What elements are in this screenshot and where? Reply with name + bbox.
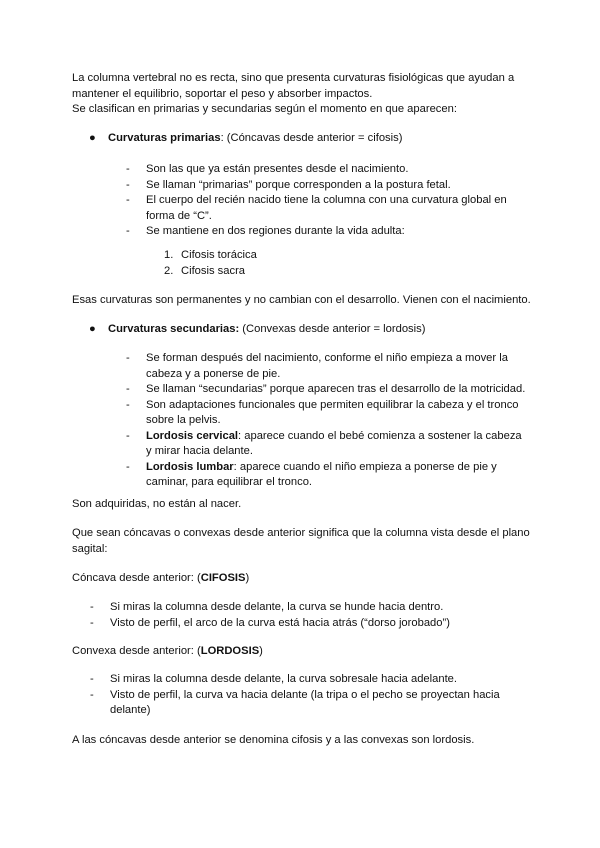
dash-icon: - <box>90 601 94 613</box>
primarias-list <box>126 162 526 240</box>
dash-icon: - <box>126 460 130 473</box>
list-item: - Visto de perfil, la curva va hacia delante (la tripa o el pecho se proyectan hacia delante) <box>90 688 500 716</box>
secundarias-title: Curvaturas secundarias: <box>108 323 240 335</box>
dash-icon: - <box>126 194 130 206</box>
intro-paragraph <box>72 71 532 118</box>
list-item: - Visto de perfil, el arco de la curva está hacia atrás (“dorso jorobado”) <box>90 616 520 632</box>
bullet-icon: ● <box>89 323 96 335</box>
list-item: - Lordosis cervical: aparece cuando el bebé comienza a sostener la cabeza y mirar hacia delante. <box>126 429 522 457</box>
concava-heading: Cóncava desde anterior: (CIFOSIS) <box>72 572 250 584</box>
list-item: - Son las que ya están presentes desde el nacimiento. <box>126 162 526 178</box>
convexa-heading: Convexa desde anterior: (LORDOSIS) <box>72 645 263 657</box>
dash-icon: - <box>90 673 94 685</box>
dash-icon: - <box>126 225 130 237</box>
dash-icon: - <box>126 383 130 395</box>
dash-icon: - <box>90 616 94 629</box>
permanentes-paragraph: Esas curvaturas son permanentes y no cambian con el desarrollo. Vienen con el nacimiento. <box>72 294 531 306</box>
primarias-title: Curvaturas primarias <box>108 132 221 144</box>
conclusion-paragraph: A las cóncavas desde anterior se denomina cifosis y a las convexas son lordosis. <box>72 734 475 746</box>
concava-list <box>90 600 520 631</box>
adquiridas-paragraph: Son adquiridas, no están al nacer. <box>72 498 242 510</box>
list-item: - Se llaman “primarias” porque corresponden a la postura fetal. <box>126 178 526 194</box>
sagital-paragraph: Que sean cóncavas o convexas desde anterior significa que la columna vista desde el plano sagital: <box>72 527 530 555</box>
intro-line-2: mantener el equilibrio, soportar el peso y absorber impactos. <box>72 87 373 100</box>
dash-icon: - <box>90 688 94 701</box>
dash-icon: - <box>126 178 130 191</box>
dash-icon: - <box>126 398 130 411</box>
dash-icon: - <box>126 352 130 364</box>
list-item: 2. Cifosis sacra <box>164 264 246 277</box>
secundarias-subtitle: (Convexas desde anterior = lordosis) <box>239 323 426 335</box>
list-item: - Son adaptaciones funcionales que permiten equilibrar la cabeza y el tronco sobre la pelvis. <box>126 398 519 426</box>
lordosis-term: LORDOSIS <box>200 645 260 657</box>
list-item: - Se llaman “secundarias” porque aparecen tras el desarrollo de la motricidad. <box>126 382 530 398</box>
bullet-icon: ● <box>89 132 96 144</box>
primarias-subtitle: : (Cóncavas desde anterior = cifosis) <box>220 132 403 144</box>
dash-icon: - <box>126 429 130 442</box>
list-item: - El cuerpo del recién nacido tiene la columna con una curvatura global en forma de “C”. <box>126 194 507 222</box>
list-item: - Si miras la columna desde delante, la curva se hunde hacia dentro. <box>90 600 520 616</box>
intro-line-3: Se clasifican en primarias y secundarias según el momento en que aparecen: <box>72 103 457 115</box>
dash-icon: - <box>126 163 130 175</box>
convexa-list <box>90 672 520 719</box>
cifosis-term: CIFOSIS <box>200 572 246 584</box>
list-item: - Si miras la columna desde delante, la curva sobresale hacia adelante. <box>90 672 520 688</box>
secundarias-list <box>126 351 530 491</box>
list-item: - Lordosis lumbar: aparece cuando el niño empieza a ponerse de pie y caminar, para equilibrar el tronco. <box>126 460 497 488</box>
list-item: - Se forman después del nacimiento, conforme el niño empieza a mover la cabeza y a ponerse de pie. <box>126 352 508 380</box>
intro-line-1: La columna vertebral no es recta, sino que presenta curvaturas fisiológicas que ayudan a <box>72 72 515 84</box>
list-item: - Se mantiene en dos regiones durante la vida adulta: <box>126 224 526 240</box>
list-item: 1. Cifosis torácica <box>164 249 257 261</box>
regions-list <box>164 248 257 279</box>
